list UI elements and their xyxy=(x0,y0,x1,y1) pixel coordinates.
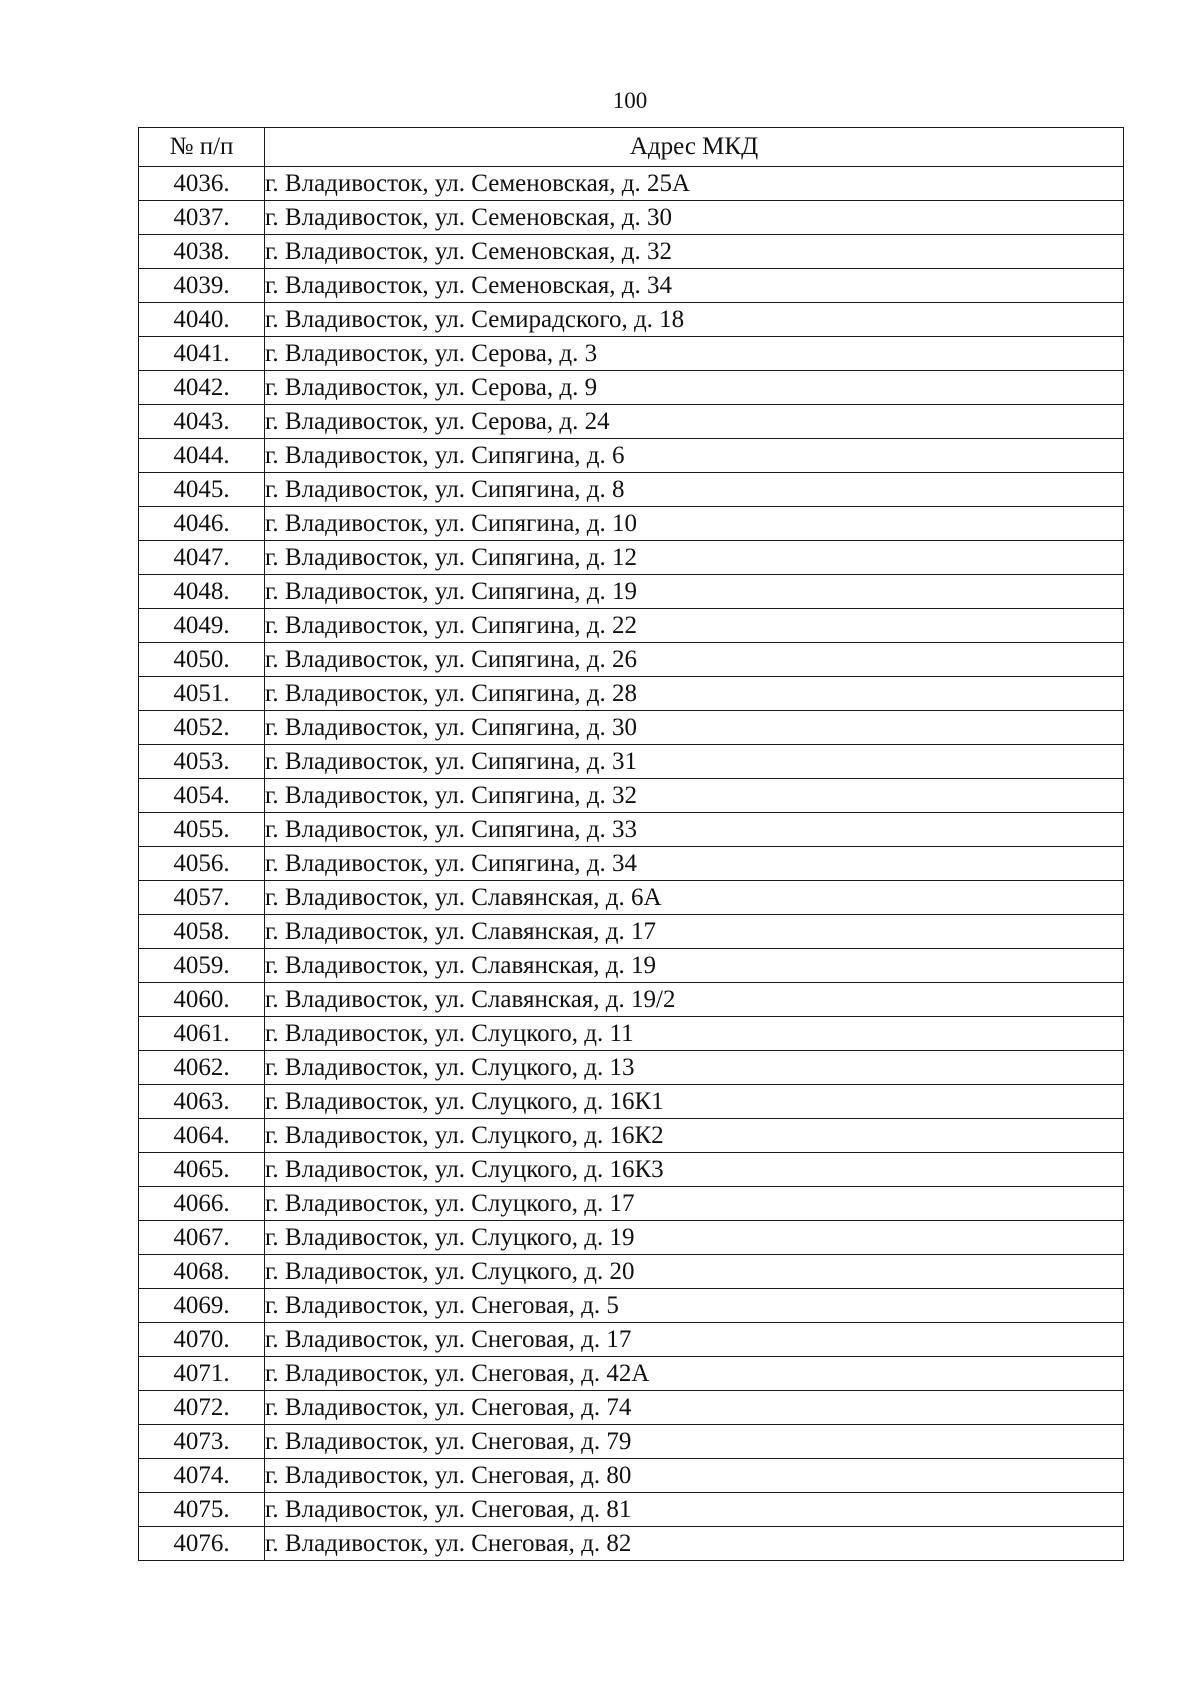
row-address: г. Владивосток, ул. Сипягина, д. 32 xyxy=(265,779,1124,813)
table-row xyxy=(139,1221,1124,1255)
row-address: г. Владивосток, ул. Сипягина, д. 34 xyxy=(265,847,1124,881)
table-row xyxy=(139,541,1124,575)
table-row xyxy=(139,677,1124,711)
row-address: г. Владивосток, ул. Сипягина, д. 33 xyxy=(265,813,1124,847)
row-number: 4065. xyxy=(139,1153,265,1187)
row-address: г. Владивосток, ул. Сипягина, д. 12 xyxy=(265,541,1124,575)
table-row xyxy=(139,1493,1124,1527)
row-number: 4045. xyxy=(139,473,265,507)
column-header-address: Адрес МКД xyxy=(265,128,1124,167)
row-address: г. Владивосток, ул. Снеговая, д. 81 xyxy=(265,1493,1124,1527)
row-number: 4060. xyxy=(139,983,265,1017)
row-address: г. Владивосток, ул. Семеновская, д. 25А xyxy=(265,167,1124,201)
row-address: г. Владивосток, ул. Снеговая, д. 5 xyxy=(265,1289,1124,1323)
row-number: 4062. xyxy=(139,1051,265,1085)
row-address: г. Владивосток, ул. Сипягина, д. 31 xyxy=(265,745,1124,779)
table-header xyxy=(139,128,1124,167)
table-row xyxy=(139,1051,1124,1085)
table-row xyxy=(139,439,1124,473)
row-address: г. Владивосток, ул. Снеговая, д. 82 xyxy=(265,1527,1124,1561)
row-number: 4064. xyxy=(139,1119,265,1153)
row-number: 4057. xyxy=(139,881,265,915)
row-address: г. Владивосток, ул. Семеновская, д. 34 xyxy=(265,269,1124,303)
row-address: г. Владивосток, ул. Сипягина, д. 19 xyxy=(265,575,1124,609)
row-number: 4053. xyxy=(139,745,265,779)
row-address: г. Владивосток, ул. Снеговая, д. 80 xyxy=(265,1459,1124,1493)
row-address: г. Владивосток, ул. Снеговая, д. 74 xyxy=(265,1391,1124,1425)
table-row xyxy=(139,745,1124,779)
column-header-number: № п/п xyxy=(139,128,265,167)
row-number: 4047. xyxy=(139,541,265,575)
row-address: г. Владивосток, ул. Снеговая, д. 42А xyxy=(265,1357,1124,1391)
table-row xyxy=(139,405,1124,439)
row-address: г. Владивосток, ул. Сипягина, д. 10 xyxy=(265,507,1124,541)
row-number: 4048. xyxy=(139,575,265,609)
row-number: 4073. xyxy=(139,1425,265,1459)
row-address: г. Владивосток, ул. Серова, д. 9 xyxy=(265,371,1124,405)
row-address: г. Владивосток, ул. Славянская, д. 17 xyxy=(265,915,1124,949)
row-number: 4070. xyxy=(139,1323,265,1357)
table-row xyxy=(139,1017,1124,1051)
row-address: г. Владивосток, ул. Сипягина, д. 26 xyxy=(265,643,1124,677)
table-row xyxy=(139,507,1124,541)
table-row xyxy=(139,983,1124,1017)
row-address: г. Владивосток, ул. Слуцкого, д. 16К1 xyxy=(265,1085,1124,1119)
row-number: 4069. xyxy=(139,1289,265,1323)
row-address: г. Владивосток, ул. Сипягина, д. 8 xyxy=(265,473,1124,507)
table-row xyxy=(139,167,1124,201)
table-row xyxy=(139,303,1124,337)
row-address: г. Владивосток, ул. Семеновская, д. 32 xyxy=(265,235,1124,269)
row-number: 4040. xyxy=(139,303,265,337)
row-number: 4066. xyxy=(139,1187,265,1221)
table-row xyxy=(139,201,1124,235)
row-number: 4059. xyxy=(139,949,265,983)
table-row xyxy=(139,1289,1124,1323)
row-address: г. Владивосток, ул. Слуцкого, д. 13 xyxy=(265,1051,1124,1085)
mkd-address-table xyxy=(138,127,1124,1561)
row-address: г. Владивосток, ул. Слуцкого, д. 11 xyxy=(265,1017,1124,1051)
table-row xyxy=(139,711,1124,745)
row-address: г. Владивосток, ул. Славянская, д. 19/2 xyxy=(265,983,1124,1017)
row-address: г. Владивосток, ул. Семирадского, д. 18 xyxy=(265,303,1124,337)
row-address: г. Владивосток, ул. Снеговая, д. 79 xyxy=(265,1425,1124,1459)
row-number: 4042. xyxy=(139,371,265,405)
row-number: 4058. xyxy=(139,915,265,949)
table-row xyxy=(139,1119,1124,1153)
table-row xyxy=(139,1527,1124,1561)
table-row xyxy=(139,235,1124,269)
table-row xyxy=(139,1323,1124,1357)
row-number: 4071. xyxy=(139,1357,265,1391)
row-number: 4068. xyxy=(139,1255,265,1289)
row-address: г. Владивосток, ул. Сипягина, д. 6 xyxy=(265,439,1124,473)
row-address: г. Владивосток, ул. Слуцкого, д. 17 xyxy=(265,1187,1124,1221)
row-address: г. Владивосток, ул. Серова, д. 24 xyxy=(265,405,1124,439)
row-number: 4075. xyxy=(139,1493,265,1527)
row-address: г. Владивосток, ул. Снеговая, д. 17 xyxy=(265,1323,1124,1357)
table-row xyxy=(139,1357,1124,1391)
table-row xyxy=(139,1391,1124,1425)
row-number: 4074. xyxy=(139,1459,265,1493)
row-number: 4063. xyxy=(139,1085,265,1119)
row-number: 4049. xyxy=(139,609,265,643)
table-row xyxy=(139,609,1124,643)
row-address: г. Владивосток, ул. Сипягина, д. 28 xyxy=(265,677,1124,711)
row-number: 4076. xyxy=(139,1527,265,1561)
row-number: 4044. xyxy=(139,439,265,473)
row-address: г. Владивосток, ул. Сипягина, д. 30 xyxy=(265,711,1124,745)
table-row xyxy=(139,881,1124,915)
table-row xyxy=(139,1459,1124,1493)
table-row xyxy=(139,1255,1124,1289)
row-address: г. Владивосток, ул. Слуцкого, д. 20 xyxy=(265,1255,1124,1289)
row-number: 4061. xyxy=(139,1017,265,1051)
row-number: 4054. xyxy=(139,779,265,813)
row-address: г. Владивосток, ул. Семеновская, д. 30 xyxy=(265,201,1124,235)
table-row xyxy=(139,847,1124,881)
row-address: г. Владивосток, ул. Славянская, д. 19 xyxy=(265,949,1124,983)
page-number: 100 xyxy=(612,88,648,113)
row-address: г. Владивосток, ул. Слуцкого, д. 16К2 xyxy=(265,1119,1124,1153)
table-row xyxy=(139,813,1124,847)
row-number: 4041. xyxy=(139,337,265,371)
table-row xyxy=(139,337,1124,371)
row-address: г. Владивосток, ул. Сипягина, д. 22 xyxy=(265,609,1124,643)
row-number: 4038. xyxy=(139,235,265,269)
row-number: 4052. xyxy=(139,711,265,745)
header-row xyxy=(139,128,1124,167)
table-row xyxy=(139,779,1124,813)
table-row xyxy=(139,949,1124,983)
table-row xyxy=(139,371,1124,405)
table-body xyxy=(139,167,1124,1561)
row-address: г. Владивосток, ул. Серова, д. 3 xyxy=(265,337,1124,371)
table-row xyxy=(139,575,1124,609)
row-number: 4055. xyxy=(139,813,265,847)
row-number: 4051. xyxy=(139,677,265,711)
table-row xyxy=(139,1153,1124,1187)
table-row xyxy=(139,1085,1124,1119)
row-number: 4039. xyxy=(139,269,265,303)
table-row xyxy=(139,1187,1124,1221)
row-number: 4050. xyxy=(139,643,265,677)
row-number: 4043. xyxy=(139,405,265,439)
row-number: 4067. xyxy=(139,1221,265,1255)
row-number: 4056. xyxy=(139,847,265,881)
table-row xyxy=(139,1425,1124,1459)
row-address: г. Владивосток, ул. Слуцкого, д. 19 xyxy=(265,1221,1124,1255)
row-address: г. Владивосток, ул. Славянская, д. 6А xyxy=(265,881,1124,915)
row-number: 4072. xyxy=(139,1391,265,1425)
table-row xyxy=(139,643,1124,677)
table-row xyxy=(139,915,1124,949)
row-address: г. Владивосток, ул. Слуцкого, д. 16К3 xyxy=(265,1153,1124,1187)
table-row xyxy=(139,269,1124,303)
row-number: 4037. xyxy=(139,201,265,235)
row-number: 4046. xyxy=(139,507,265,541)
row-number: 4036. xyxy=(139,167,265,201)
table-row xyxy=(139,473,1124,507)
